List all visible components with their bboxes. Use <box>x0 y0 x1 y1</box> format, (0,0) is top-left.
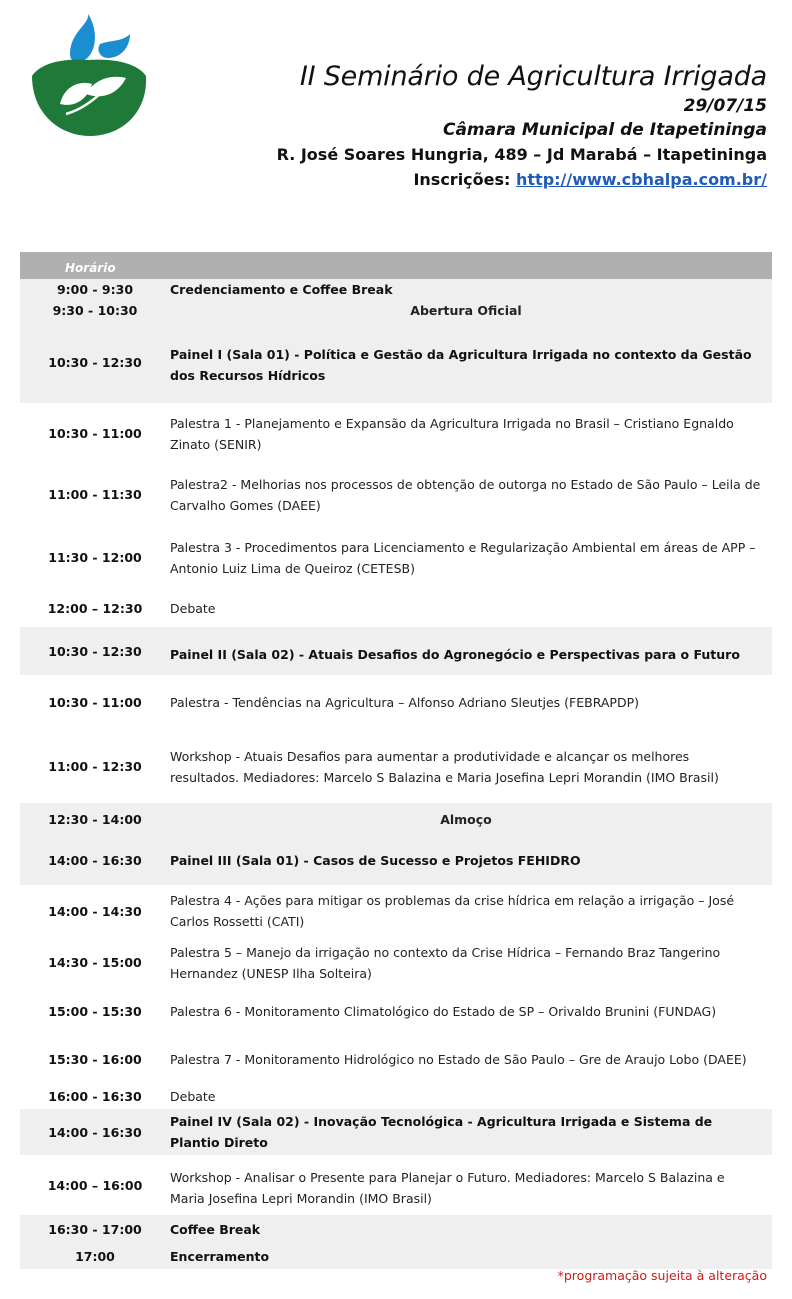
row-time: 10:30 - 11:00 <box>48 695 142 710</box>
row-desc: Palestra 3 - Procedimentos para Licenciamento e Regularização Ambiental em áreas de APP – Antonio Luiz Lima de Queiroz (CETESB) <box>170 539 756 576</box>
row-time: 11:00 - 11:30 <box>48 487 142 502</box>
registration-line <box>277 168 767 192</box>
row-time: 16:00 - 16:30 <box>48 1089 142 1104</box>
row-desc: Abertura Oficial <box>170 300 772 321</box>
table-row <box>20 403 772 464</box>
row-desc: Palestra 5 – Manejo da irrigação no contexto da Crise Hídrica – Fernando Braz Tangerino Hernandez (UNESP Ilha Solteira) <box>170 944 721 981</box>
table-row <box>20 1155 772 1215</box>
row-time: 12:30 - 14:00 <box>20 803 170 835</box>
row-desc: Palestra 1 - Planejamento e Expansão da Agricultura Irrigada no Brasil – Cristiano Egnaldo Zinato (SENIR) <box>170 415 734 452</box>
registration-label: Inscrições: <box>413 170 511 189</box>
row-desc: Debate <box>170 1089 216 1104</box>
table-row <box>20 1034 772 1084</box>
row-time: 15:00 - 15:30 <box>48 1003 142 1019</box>
row-desc: Debate <box>170 601 216 616</box>
row-time: 15:30 - 16:00 <box>48 1051 142 1067</box>
table-row <box>20 803 772 835</box>
row-desc: Palestra 4 - Ações para mitigar os problemas da crise hídrica em relação a irrigação – José Carlos Rossetti (CATI) <box>170 893 735 929</box>
header-time: Horário <box>20 252 170 279</box>
row-time: 9:30 - 10:30 <box>20 300 170 321</box>
row-time: 14:00 - 16:30 <box>20 835 170 885</box>
row-time: 12:00 – 12:30 <box>47 601 143 616</box>
registration-link[interactable]: http://www.cbhalpa.com.br/ <box>516 170 767 189</box>
row-time: 14:00 - 14:30 <box>48 903 142 919</box>
table-row <box>20 1244 772 1269</box>
table-row <box>20 525 772 590</box>
event-title: II Seminário de Agricultura Irrigada <box>299 61 767 92</box>
row-time: 11:00 - 12:30 <box>48 759 142 774</box>
row-desc: Painel I (Sala 01) - Política e Gestão da Agricultura Irrigada no contexto da Gestão dos Recursos Hídricos <box>170 321 772 403</box>
event-address: R. José Soares Hungria, 489 – Jd Marabá – Itapetininga <box>276 145 767 164</box>
row-time: 10:30 - 12:30 <box>20 627 170 675</box>
event-date: 29/07/15 <box>683 96 767 116</box>
row-desc: Palestra2 - Melhorias nos processos de obtenção de outorga no Estado de São Paulo – Leila de Carvalho Gomes (DAEE) <box>170 476 761 513</box>
row-desc: Painel IV (Sala 02) - Inovação Tecnológica - Agricultura Irrigada e Sistema de Plantio Direto <box>170 1109 772 1155</box>
row-desc: Workshop - Atuais Desafios para aumentar a produtividade e alcançar os melhores resultados. Mediadores: Marcelo S Balazina e Maria Josefina Lepri Morandin (IMO Brasil) <box>170 748 719 785</box>
row-desc: Almoço <box>170 803 772 835</box>
event-venue: Câmara Municipal de Itapetininga <box>442 120 767 140</box>
footnote: *programação sujeita à alteração <box>557 1268 767 1283</box>
row-desc: Workshop - Analisar o Presente para Planejar o Futuro. Mediadores: Marcelo S Balazina e Maria Josefina Lepri Morandin (IMO Brasil) <box>170 1170 725 1206</box>
row-time: 16:30 - 17:00 <box>20 1215 170 1244</box>
row-time: 14:30 - 15:00 <box>48 955 142 970</box>
table-row <box>20 675 772 730</box>
row-time: 10:30 - 11:00 <box>48 426 142 441</box>
row-desc: Palestra 6 - Monitoramento Climatológico do Estado de SP – Orivaldo Brunini (FUNDAG) <box>170 1003 717 1019</box>
table-row <box>20 730 772 803</box>
row-desc: Painel III (Sala 01) - Casos de Sucesso e Projetos FEHIDRO <box>170 835 772 885</box>
table-row <box>20 464 772 525</box>
row-desc: Palestra - Tendências na Agricultura – Alfonso Adriano Sleutjes (FEBRAPDP) <box>170 695 640 710</box>
row-desc: Coffee Break <box>170 1215 772 1244</box>
table-row <box>20 279 772 300</box>
row-desc: Painel II (Sala 02) - Atuais Desafios do Agronegócio e Perspectivas para o Futuro <box>170 627 772 675</box>
row-desc: Encerramento <box>170 1244 772 1269</box>
table-row <box>20 1084 772 1109</box>
schedule-table <box>20 252 772 1269</box>
table-row <box>20 627 772 675</box>
table-row <box>20 1215 772 1244</box>
table-row <box>20 835 772 885</box>
table-row <box>20 988 772 1034</box>
table-header-row <box>20 252 772 279</box>
row-time: 14:00 – 16:00 <box>47 1177 143 1193</box>
row-time: 9:00 - 9:30 <box>20 279 170 300</box>
header-blank <box>170 252 772 279</box>
table-row <box>20 937 772 988</box>
table-row <box>20 321 772 403</box>
row-time: 10:30 - 12:30 <box>20 321 170 403</box>
row-desc: Palestra 7 - Monitoramento Hidrológico no Estado de São Paulo – Gre de Araujo Lobo (DAEE) <box>170 1051 747 1067</box>
table-row <box>20 590 772 627</box>
table-row <box>20 885 772 937</box>
cbhalpa-logo-icon <box>30 14 148 136</box>
event-header <box>277 60 767 192</box>
row-time: 17:00 <box>20 1244 170 1269</box>
row-desc: Credenciamento e Coffee Break <box>170 279 772 300</box>
row-time: 11:30 - 12:00 <box>48 550 142 565</box>
table-row <box>20 300 772 321</box>
row-time: 14:00 - 16:30 <box>20 1109 170 1155</box>
table-row <box>20 1109 772 1155</box>
